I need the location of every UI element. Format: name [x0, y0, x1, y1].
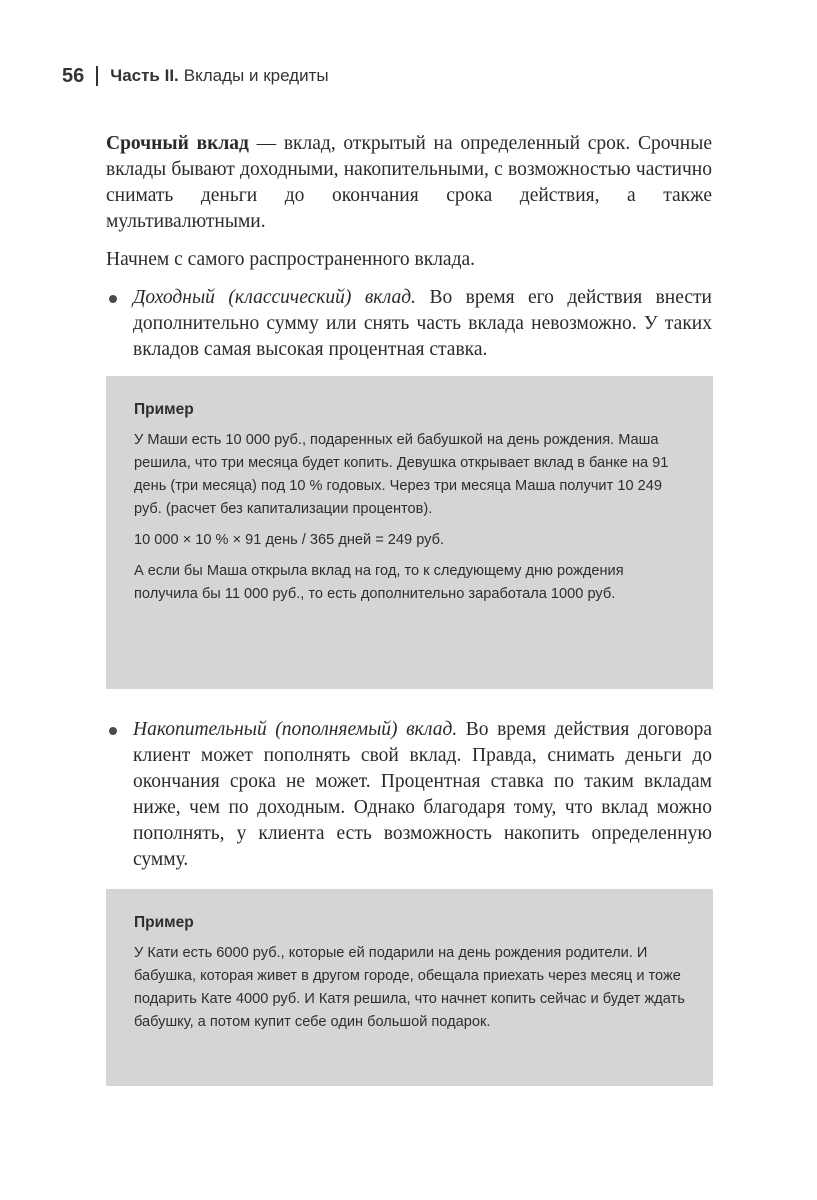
part-title: Вклады и кредиты — [183, 66, 329, 85]
bullet-term: Доходный (классический) вклад. — [133, 287, 417, 308]
page-number: 56 — [62, 64, 85, 87]
example-formula: 10 000 × 10 % × 91 день / 365 дней = 249 руб. — [134, 532, 445, 548]
bullet-description: Во время действия договора клиент может пополнять свой вклад. Правда, снимать деньги до окончания срока не может. Процентная ставка по таким вкладам ниже, чем по доходным. Однако благодаря тому, что вклад можно пополнять, у клиента есть возможность накопить определенную сумму. — [133, 719, 712, 870]
header-divider — [96, 66, 98, 86]
example-paragraph: У Маши есть 10 000 руб., подаренных ей бабушкой на день рождения. Маша решила, что три месяца будет копить. Девушка открывает вклад в банке на 91 день (три месяца) под 10 % годовых. Через три месяца Маша получит 10 249 руб. (расчет без капитализации процентов). — [134, 432, 669, 517]
body-section-1 — [106, 131, 712, 363]
definition-term: Срочный вклад — [106, 133, 249, 154]
bullet-term: Накопительный (пополняемый) вклад. — [133, 719, 458, 740]
bullet-item-savings-deposit — [106, 717, 712, 873]
running-header — [62, 64, 329, 88]
example-box-katya — [106, 889, 713, 1086]
bullet-text — [133, 285, 712, 363]
bullet-icon — [109, 727, 117, 735]
definition-text: — вклад, открытый на определенный срок. Срочные вклады бывают доходными, накопительными, с возможностью частично снимать деньги до окончания срока действия, а также мультивалютными. — [106, 133, 712, 232]
example-title: Пример — [134, 914, 194, 931]
example-box-masha — [106, 376, 713, 689]
bullet-description: Во время его действия внести дополнительно сумму или снять часть вклада невозможно. У таких вкладов самая высокая процентная ставка. — [133, 287, 712, 360]
bullet-text — [133, 717, 712, 873]
example-paragraph: У Кати есть 6000 руб., которые ей подарили на день рождения родители. И бабушка, которая живет в другом городе, обещала приехать через месяц и тоже подарить Кате 4000 руб. И Катя решила, что начнет копить сейчас и будет ждать бабушку, а потом купит себе один большой подарок. — [134, 945, 685, 1030]
example-paragraph: А если бы Маша открыла вклад на год, то к следующему дню рождения получила бы 11 000 руб., то есть дополнительно заработала 1000 руб. — [134, 563, 624, 602]
bullet-item-income-deposit — [106, 285, 712, 363]
body-section-2 — [106, 717, 712, 873]
definition-paragraph — [106, 131, 712, 235]
lead-in-paragraph: Начнем с самого распространенного вклада. — [106, 249, 476, 270]
bullet-icon — [109, 295, 117, 303]
example-title: Пример — [134, 401, 194, 418]
part-label: Часть II. — [110, 66, 179, 85]
